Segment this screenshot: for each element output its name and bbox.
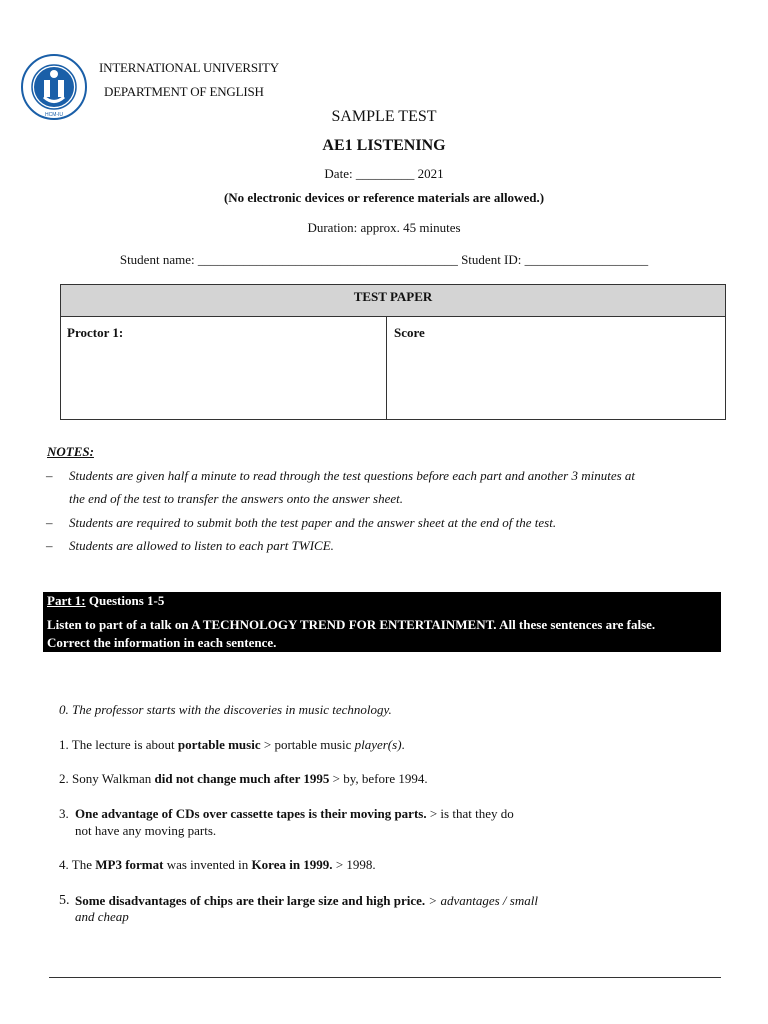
test-rule: (No electronic devices or reference materials are allowed.) [223,190,545,205]
q4-key-a: MP3 format [95,857,164,872]
q1-answer: > portable music [260,737,355,752]
part1-label: Part 1: [47,593,86,608]
question-3 [75,806,514,822]
part1-instruction-1: Listen to part of a talk on A TECHNOLOGY TREND FOR ENTERTAINMENT. All these sentences are false. [47,617,656,632]
note-2: Students are required to submit both the test paper and the answer sheet at the end of the test. [69,515,557,530]
part1-banner [43,592,721,652]
q2-key: did not change much after 1995 [154,771,330,786]
note-dash: – [46,468,53,483]
test-subtitle: AE1 LISTENING [322,137,446,154]
q1-end: . [401,737,405,752]
question-3-number: 3. [59,806,69,821]
q5-key: disadvantages of chips are their large size and high price. [108,893,426,908]
q4-text-b: was invented in [163,857,252,872]
q1-key: portable music [177,737,261,752]
part1-instruction-2: Correct the information in each sentence. [47,635,277,650]
score-label: Score [394,325,425,340]
q2-text: 2. Sony Walkman [59,771,155,786]
university-name: INTERNATIONAL UNIVERSITY [99,60,279,75]
note-3: Students are allowed to listen to each part TWICE. [69,538,334,553]
note-1b: the end of the test to transfer the answers onto the answer sheet. [69,491,403,506]
question-3-cont: not have any moving parts. [75,823,217,838]
svg-text:HCM-IU: HCM-IU [44,112,64,118]
q1-answer-italic: player(s) [354,737,402,752]
q4-answer: > 1998. [332,857,376,872]
q3-key-b: is their moving parts. [308,806,427,821]
note-dash: – [46,515,53,530]
q4-text-a: 4. The [59,857,96,872]
test-duration: Duration: approx. 45 minutes [307,220,461,235]
q3-key-a: One advantage of CDs over cassette tapes [75,806,309,821]
test-paper-box [60,284,726,420]
q2-answer: > by, before 1994. [329,771,428,786]
question-5 [75,893,538,909]
part1-title [47,593,164,609]
proctor-label: Proctor 1: [67,325,124,340]
question-4 [59,857,376,873]
question-0: 0. The professor starts with the discoveries in music technology. [59,702,392,717]
department-name: DEPARTMENT OF ENGLISH [104,84,264,99]
question-1 [59,737,405,753]
note-1a: Students are given half a minute to read through the test questions before each part and another 3 minutes at [69,468,636,483]
box-divider [386,317,387,420]
question-5-number: 5. [59,893,70,908]
q5-answer: > advantages / small [425,893,538,908]
note-dash: – [46,538,53,553]
student-info-line: Student name: ________________________________________ Student ID: ___________________ [119,252,649,267]
test-paper-heading: TEST PAPER [61,285,725,317]
q4-key-b: Korea in 1999. [251,857,333,872]
q3-answer: > is that they do [426,806,514,821]
question-2 [59,771,428,787]
notes-heading: NOTES: [47,444,94,459]
q1-text: 1. The lecture is about [59,737,178,752]
question-5-cont: and cheap [75,909,129,924]
q5-text: Some [75,893,109,908]
test-title: SAMPLE TEST [331,108,437,125]
part1-questions: Questions 1-5 [85,593,165,608]
test-date: Date: _________ 2021 [324,166,444,181]
footer-rule [49,977,721,978]
